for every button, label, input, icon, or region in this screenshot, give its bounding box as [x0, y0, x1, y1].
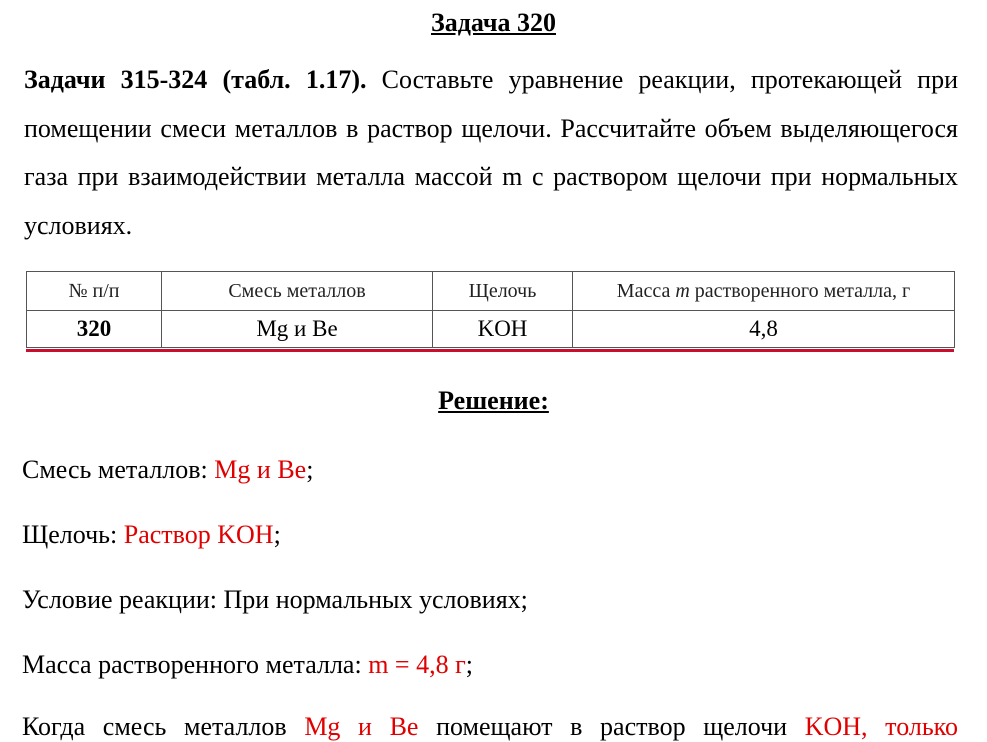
given-label: Условие реакции: При нормальных условиях; [22, 585, 528, 614]
given-condition [22, 585, 528, 615]
page-title: Задача 320 [431, 8, 556, 37]
header-number: № п/п [27, 272, 162, 311]
explanation-metals: Mg и Be [304, 712, 419, 741]
given-end: ; [465, 650, 473, 679]
solution-title: Решение: [438, 386, 549, 415]
cell-number: 320 [27, 311, 162, 348]
header-mass-b: растворенного металла, г [689, 279, 911, 302]
header-mass-m: m [675, 279, 690, 302]
explanation-part: Когда смесь металлов [22, 712, 305, 741]
explanation-line [22, 712, 958, 742]
data-table [26, 271, 955, 348]
given-mass [22, 650, 473, 680]
cell-mass: 4,8 [573, 311, 955, 348]
problem-statement [24, 56, 958, 250]
given-value: Mg и Be [214, 455, 307, 484]
header-mass [573, 272, 955, 311]
table-header-row [27, 272, 955, 311]
table-row [27, 311, 955, 348]
given-value: Раствор KOH [123, 520, 274, 549]
given-alkali [22, 520, 281, 550]
problem-text: Составьте уравнение реакции, протекающей при помещении смеси металлов в раствор щелочи. Рассчитайте объем выделяющегося газа при взаимодействии металла массой m с раствором щелочи при нормальных условиях. [24, 65, 958, 240]
given-label: Щелочь: [22, 520, 124, 549]
given-label: Масса растворенного металла: [22, 650, 369, 679]
header-metal-mix: Смесь металлов [162, 272, 433, 311]
problem-lead: Задачи 315-324 (табл. 1.17). [24, 65, 367, 94]
explanation-part: помещают в раствор щелочи [418, 712, 805, 741]
given-end: ; [306, 455, 314, 484]
given-label: Смесь металлов: [22, 455, 215, 484]
given-metals [22, 455, 313, 485]
given-value: m = 4,8 г [368, 650, 466, 679]
given-end: ; [273, 520, 281, 549]
header-alkali: Щелочь [433, 272, 573, 311]
table-underline [26, 349, 954, 352]
cell-metal-mix: Mg и Be [162, 311, 433, 348]
explanation-part: , только [861, 712, 958, 741]
cell-alkali: KOH [433, 311, 573, 348]
explanation-alkali: KOH [804, 712, 862, 741]
header-mass-a: Масса [616, 279, 676, 302]
